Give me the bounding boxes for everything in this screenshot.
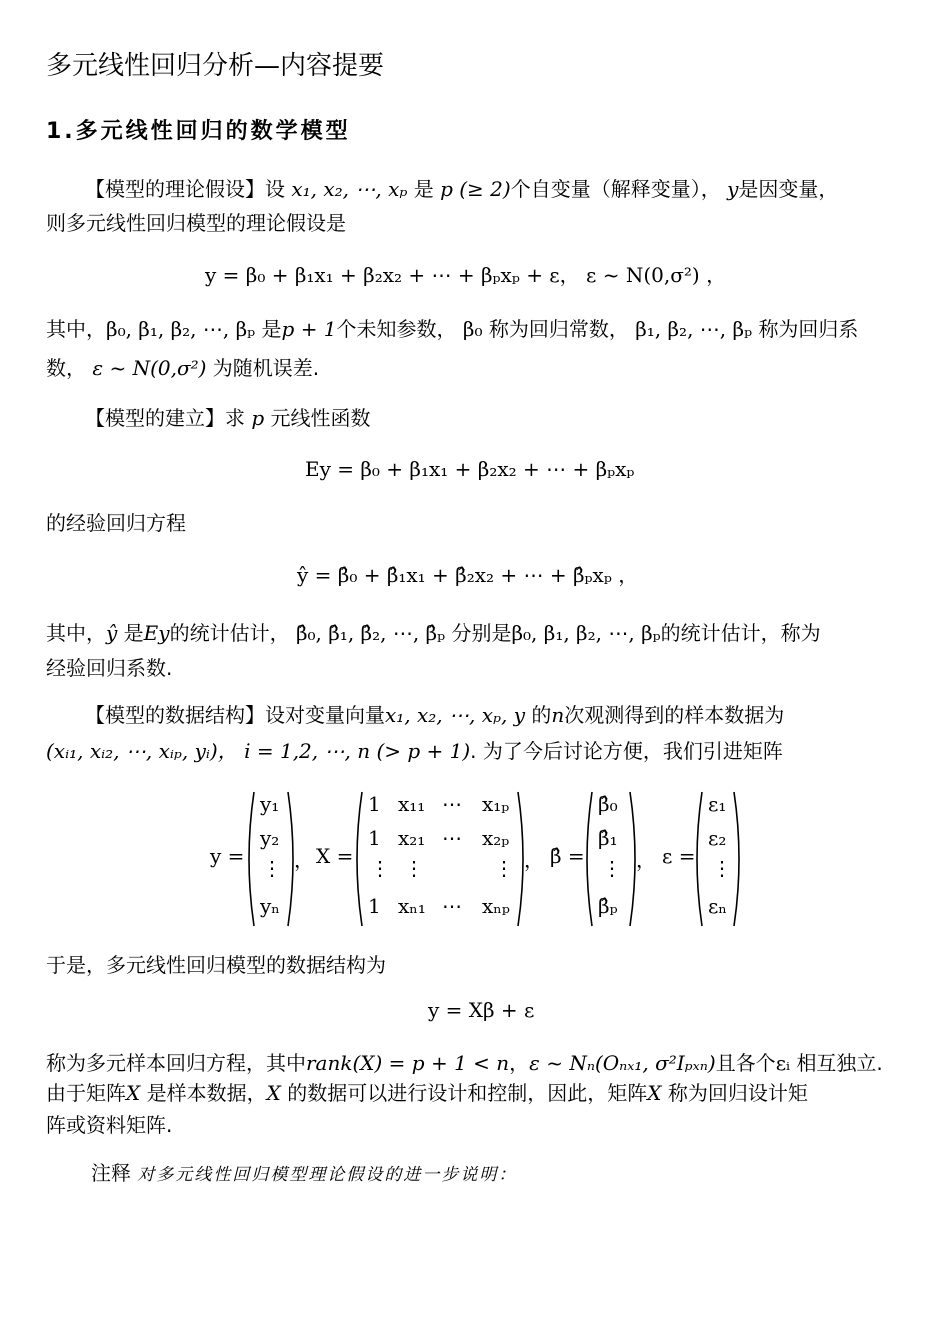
math-beta0: β₀ bbox=[462, 317, 483, 341]
text: 个未知参数， bbox=[336, 317, 457, 341]
estimate-line-2: 经验回归系数. bbox=[46, 656, 173, 680]
matrix-beta-cell: β̂₀ bbox=[598, 792, 618, 816]
text: 设对变量向量 bbox=[265, 703, 385, 727]
matrix-x-cell: ⋮ bbox=[370, 856, 390, 880]
data-structure-line-1 bbox=[85, 702, 784, 728]
matrix-epsilon-label: ε = bbox=[662, 844, 696, 868]
params-line-2 bbox=[46, 355, 319, 381]
matrix-definitions bbox=[210, 788, 750, 930]
matrix-x-cell: ⋯ bbox=[442, 894, 462, 918]
math-y: y bbox=[727, 177, 739, 201]
math-yhat: ŷ bbox=[106, 621, 118, 645]
equation-model: y = β₀ + β₁x₁ + β₂x₂ + ⋯ + βₚxₚ + ε， ε ~ N(0,σ²) ， bbox=[205, 263, 727, 287]
sample-eq-line-2 bbox=[46, 1080, 808, 1106]
matrix-x-cell: xₙ₁ bbox=[398, 894, 426, 918]
math-n: n bbox=[551, 703, 565, 727]
matrix-x-cell: 1 bbox=[368, 894, 381, 918]
matrix-y-cell: yₙ bbox=[260, 894, 280, 918]
math-rank: rank(X) = p + 1 < n bbox=[306, 1051, 510, 1075]
math-betas: β₀, β₁, β₂, ⋯, βₚ bbox=[511, 621, 661, 645]
matrix-beta-label: β̂ = bbox=[550, 844, 585, 868]
math-index-range: i = 1,2, ⋯, n (> p + 1) bbox=[244, 739, 471, 763]
math-p1: p + 1 bbox=[281, 317, 337, 341]
matrix-x-cell: x₁ₚ bbox=[482, 792, 510, 816]
text: 是 bbox=[261, 317, 282, 341]
math-X: X bbox=[266, 1081, 281, 1105]
sample-eq-line-1 bbox=[46, 1050, 883, 1076]
matrix-y-cell: y₂ bbox=[260, 826, 280, 850]
text: 称为多元样本回归方程，其中 bbox=[46, 1051, 306, 1075]
text: 是 bbox=[123, 621, 144, 645]
matrix-beta-cell: β̂ₚ bbox=[598, 894, 618, 918]
math-p: p bbox=[251, 406, 265, 430]
math-sample: (xᵢ₁, xᵢ₂, ⋯, xᵢₚ, yᵢ)， bbox=[46, 739, 238, 763]
page-title: 多元线性回归分析—内容提要 bbox=[46, 51, 385, 81]
text: 称为回归常数， bbox=[488, 317, 629, 341]
text: 由于矩阵 bbox=[46, 1081, 126, 1105]
text: 相互独立. bbox=[796, 1051, 883, 1075]
text-lead: 设 bbox=[265, 177, 285, 201]
math-betas-coef: β₁, β₂, ⋯, βₚ bbox=[635, 317, 753, 341]
empirical-line: 的经验回归方程 bbox=[46, 511, 186, 535]
assumption-line-1 bbox=[85, 176, 838, 202]
matrix-x-label: X = bbox=[316, 844, 354, 868]
assumption-line-2: 则多元线性回归模型的理论假设是 bbox=[46, 211, 346, 235]
data-structure-line-2 bbox=[46, 738, 783, 764]
math-error-dist: ε ~ N(0,σ²) bbox=[92, 356, 207, 380]
matrix-x-cell: xₙₚ bbox=[482, 894, 510, 918]
tag-data-structure: 【模型的数据结构】 bbox=[85, 703, 265, 727]
text: 元线性函数 bbox=[270, 406, 371, 430]
math-cond: p (≥ 2) bbox=[440, 177, 511, 201]
matrix-epsilon-cell: ε₁ bbox=[708, 792, 727, 816]
note-text: 对多元线性回归模型理论假设的进一步说明： bbox=[137, 1165, 518, 1185]
equation-yhat: ŷ = β̂₀ + β̂₁x₁ + β̂₂x₂ + ⋯ + β̂ₚxₚ ， bbox=[297, 563, 639, 587]
matrix-x-cell: 1 bbox=[368, 792, 381, 816]
text: 是样本数据， bbox=[146, 1081, 267, 1105]
matrix-x-cell: ⋯ bbox=[442, 792, 462, 816]
matrix-separator: ， bbox=[524, 848, 544, 872]
text: 的数据可以进行设计和控制，因此，矩阵 bbox=[287, 1081, 648, 1105]
matrix-epsilon-cell: ⋮ bbox=[712, 856, 732, 880]
text: ， bbox=[509, 1051, 530, 1075]
matrix-x-cell: 1 bbox=[368, 826, 381, 850]
section-heading: 1.多元线性回归的数学模型 bbox=[46, 119, 351, 144]
matrix-separator: ， bbox=[294, 848, 314, 872]
text: 其中， bbox=[46, 317, 106, 341]
data-structure-intro: 于是，多元线性回归模型的数据结构为 bbox=[46, 953, 386, 977]
estimate-line-1 bbox=[46, 620, 821, 646]
math-vars: x₁, x₂, ⋯, xₚ, y bbox=[385, 703, 526, 727]
text: 为随机误差. bbox=[212, 356, 320, 380]
matrix-x-cell: ⋮ bbox=[404, 856, 424, 880]
tag-assumption: 【模型的理论假设】 bbox=[85, 177, 265, 201]
text: 数， bbox=[46, 356, 86, 380]
matrix-x-cell: x₂₁ bbox=[398, 826, 426, 850]
text: 求 bbox=[225, 406, 245, 430]
text: . 为了今后讨论方便，我们引进矩阵 bbox=[470, 739, 783, 763]
model-build-line bbox=[85, 405, 371, 431]
text: 次观测得到的样本数据为 bbox=[564, 703, 785, 727]
text-tail2: 是因变量， bbox=[738, 177, 839, 201]
math-betahats: β̂₀, β̂₁, β̂₂, ⋯, β̂ₚ bbox=[295, 621, 446, 645]
matrix-epsilon-cell: εₙ bbox=[708, 894, 728, 918]
text: 其中， bbox=[46, 621, 106, 645]
text: 分别是 bbox=[451, 621, 512, 645]
matrix-x-cell: x₁₁ bbox=[398, 792, 426, 816]
math-X: X bbox=[647, 1081, 662, 1105]
matrix-y-cell: ⋮ bbox=[262, 856, 282, 880]
text: 且各个 bbox=[715, 1051, 776, 1075]
matrix-epsilon-cell: ε₂ bbox=[708, 826, 727, 850]
matrix-beta-cell: ⋮ bbox=[602, 856, 622, 880]
text: 称为回归设计矩 bbox=[667, 1081, 808, 1105]
matrix-x-cell: ⋮ bbox=[494, 856, 514, 880]
text: 的统计估计，称为 bbox=[660, 621, 821, 645]
text: 的统计估计， bbox=[169, 621, 290, 645]
matrix-beta-cell: β̂₁ bbox=[598, 826, 618, 850]
sample-eq-line-3: 阵或资料矩阵. bbox=[46, 1113, 173, 1137]
matrix-y-label: y = bbox=[210, 844, 245, 868]
tag-build: 【模型的建立】 bbox=[85, 406, 225, 430]
matrix-y-cell: y₁ bbox=[260, 792, 280, 816]
text-mid: 是 bbox=[413, 177, 434, 201]
math-error-dist: ε ~ Nₙ(Oₙₓ₁, σ²Iₚₓₙ) bbox=[529, 1051, 716, 1075]
math-vars: x₁, x₂, ⋯, xₚ bbox=[291, 177, 408, 201]
note-label: 注释 bbox=[91, 1161, 131, 1185]
equation-matrix-form: y = Xβ + ε bbox=[428, 998, 535, 1022]
math-ey: Ey bbox=[143, 621, 170, 645]
math-X: X bbox=[126, 1081, 141, 1105]
text-tail: 个自变量（解释变量）， bbox=[510, 177, 728, 201]
text: 称为回归系 bbox=[758, 317, 859, 341]
matrix-x-cell: ⋯ bbox=[442, 826, 462, 850]
params-line-1 bbox=[46, 316, 858, 342]
math-epsilon-i: εᵢ bbox=[775, 1051, 791, 1075]
matrix-x-cell: x₂ₚ bbox=[482, 826, 510, 850]
equation-ey: Ey = β₀ + β₁x₁ + β₂x₂ + ⋯ + βₚxₚ bbox=[305, 457, 635, 481]
note-line bbox=[91, 1160, 517, 1188]
text: 的 bbox=[531, 703, 552, 727]
matrix-separator: ， bbox=[636, 848, 656, 872]
math-betas: β₀, β₁, β₂, ⋯, βₚ bbox=[106, 317, 256, 341]
